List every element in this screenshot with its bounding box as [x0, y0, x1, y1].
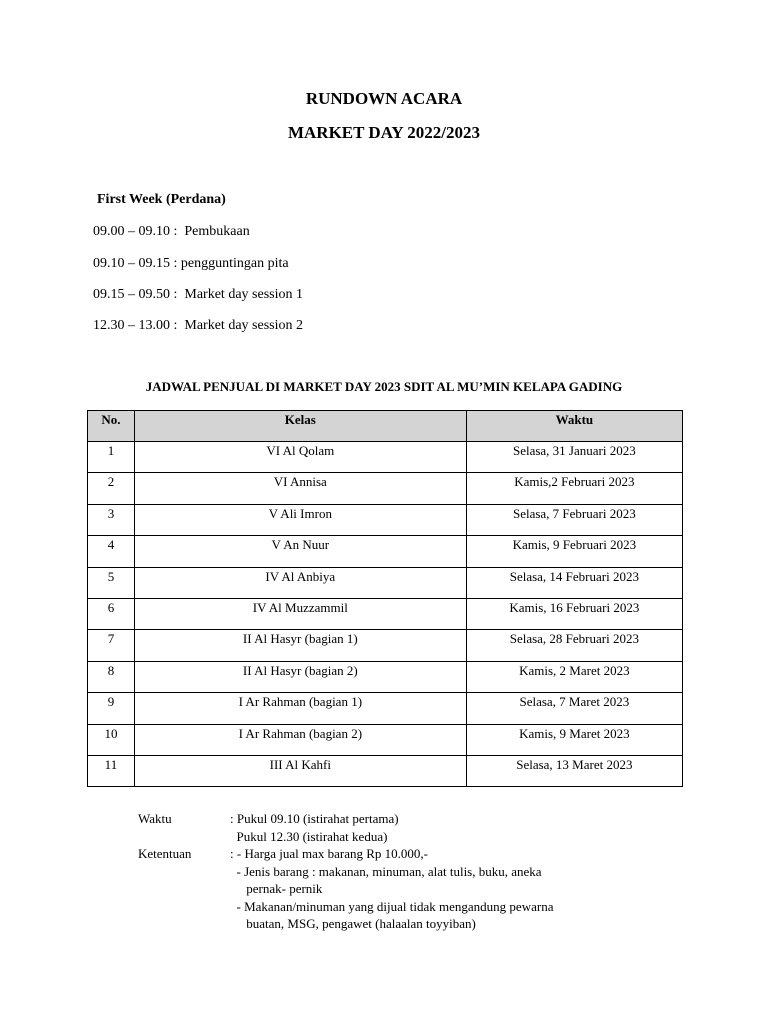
ketentuan-line: pernak- pernik — [230, 881, 323, 896]
table-row — [88, 473, 683, 504]
notes-section — [138, 810, 553, 933]
header-waktu: Waktu — [466, 411, 682, 442]
cell-waktu: Kamis, 16 Februari 2023 — [466, 598, 682, 629]
cell-no: 1 — [88, 442, 135, 473]
table-header-row — [88, 411, 683, 442]
cell-no: 5 — [88, 567, 135, 598]
cell-kelas: II Al Hasyr (bagian 2) — [134, 661, 466, 692]
cell-no: 3 — [88, 504, 135, 535]
cell-no: 10 — [88, 724, 135, 755]
table-row — [88, 598, 683, 629]
header-no: No. — [88, 411, 135, 442]
cell-waktu: Selasa, 14 Februari 2023 — [466, 567, 682, 598]
cell-waktu: Selasa, 28 Februari 2023 — [466, 630, 682, 661]
cell-waktu: Kamis,2 Februari 2023 — [466, 473, 682, 504]
table-row — [88, 755, 683, 786]
table-row — [88, 630, 683, 661]
cell-no: 8 — [88, 661, 135, 692]
ketentuan-line: buatan, MSG, pengawet (halaalan toyyiban) — [230, 916, 476, 931]
cell-kelas: I Ar Rahman (bagian 1) — [134, 693, 466, 724]
table-row — [88, 536, 683, 567]
table-row — [88, 693, 683, 724]
first-week-heading: First Week (Perdana) — [97, 192, 226, 207]
cell-waktu: Kamis, 2 Maret 2023 — [466, 661, 682, 692]
cell-waktu: Kamis, 9 Februari 2023 — [466, 536, 682, 567]
waktu-line: Pukul 12.30 (istirahat kedua) — [230, 828, 388, 844]
cell-kelas: V Ali Imron — [134, 504, 466, 535]
agenda-item: 09.00 – 09.10 : Pembukaan — [93, 224, 250, 239]
cell-no: 6 — [88, 598, 135, 629]
waktu-label: Waktu — [138, 811, 172, 826]
ketentuan-line: - Makanan/minuman yang dijual tidak mengandung pewarna — [230, 898, 554, 914]
cell-kelas: V An Nuur — [134, 536, 466, 567]
agenda-item: 12.30 – 13.00 : Market day session 2 — [93, 318, 303, 333]
cell-no: 11 — [88, 755, 135, 786]
cell-kelas: III Al Kahfi — [134, 755, 466, 786]
table-row — [88, 504, 683, 535]
document-title: RUNDOWN ACARA — [305, 89, 463, 108]
cell-kelas: II Al Hasyr (bagian 1) — [134, 630, 466, 661]
document-subtitle: MARKET DAY 2022/2023 — [287, 123, 481, 142]
cell-no: 2 — [88, 473, 135, 504]
waktu-line: : Pukul 09.10 (istirahat pertama) — [230, 811, 399, 826]
cell-kelas: I Ar Rahman (bagian 2) — [134, 724, 466, 755]
cell-waktu: Kamis, 9 Maret 2023 — [466, 724, 682, 755]
table-row — [88, 661, 683, 692]
cell-waktu: Selasa, 31 Januari 2023 — [466, 442, 682, 473]
cell-waktu: Selasa, 13 Maret 2023 — [466, 755, 682, 786]
cell-waktu: Selasa, 7 Februari 2023 — [466, 504, 682, 535]
table-row — [88, 724, 683, 755]
table-row — [88, 567, 683, 598]
header-kelas: Kelas — [134, 411, 466, 442]
cell-kelas: IV Al Muzzammil — [134, 598, 466, 629]
cell-waktu: Selasa, 7 Maret 2023 — [466, 693, 682, 724]
agenda-item: 09.10 – 09.15 : pengguntingan pita — [93, 256, 289, 271]
schedule-table-title: JADWAL PENJUAL DI MARKET DAY 2023 SDIT AL MU’MIN KELAPA GADING — [145, 379, 623, 394]
cell-no: 9 — [88, 693, 135, 724]
cell-kelas: IV Al Anbiya — [134, 567, 466, 598]
cell-no: 7 — [88, 630, 135, 661]
cell-kelas: VI Annisa — [134, 473, 466, 504]
ketentuan-label: Ketentuan — [138, 846, 192, 861]
cell-kelas: VI Al Qolam — [134, 442, 466, 473]
agenda-item: 09.15 – 09.50 : Market day session 1 — [93, 287, 303, 302]
ketentuan-line: : - Harga jual max barang Rp 10.000,- — [230, 846, 428, 861]
ketentuan-line: - Jenis barang : makanan, minuman, alat tulis, buku, aneka — [230, 863, 542, 879]
schedule-table — [87, 410, 683, 787]
cell-no: 4 — [88, 536, 135, 567]
table-row — [88, 442, 683, 473]
